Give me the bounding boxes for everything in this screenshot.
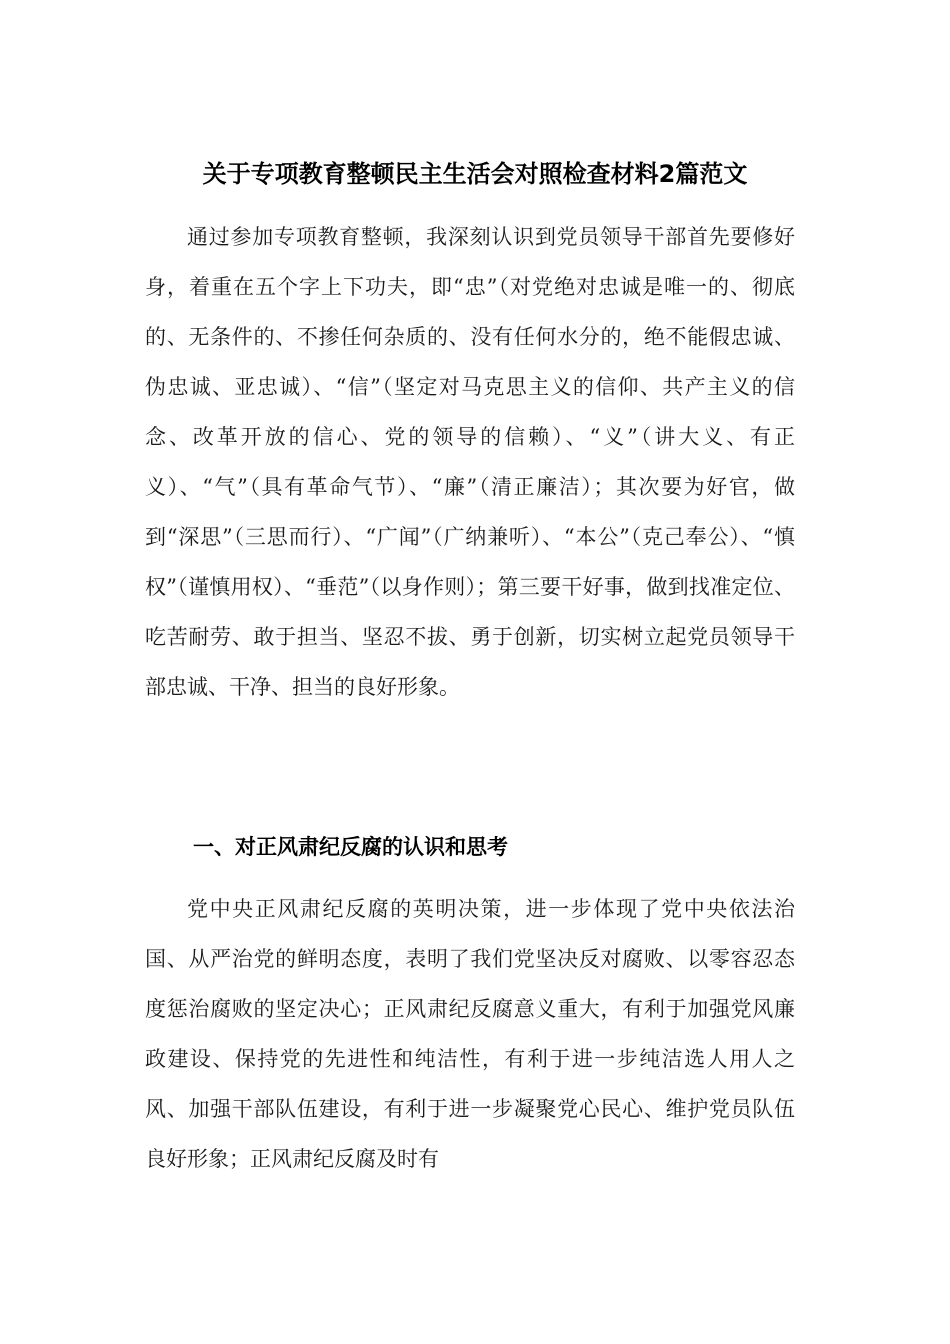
paragraph-intro: 通过参加专项教育整顿，我深刻认识到党员领导干部首先要修好身，着重在五个字上下功夫，即“忠”（对党绝对忠诚是唯一的、彻底的、无条件的、不掺任何杂质的、没有任何水分的，绝不能假忠诚、伪忠诚、亚忠诚）、“信”（坚定对马克思主义的信仰、共产主义的信念、改革开放的信心、党的领导的信赖）、“义”（讲大义、有正义）、“气”（具有革命气节）、“廉”（清正廉洁）；其次要为好官，做到“深思”（三思而行）、“广闻”（广纳兼听）、“本公”（克己奉公）、“慎权”（谨慎用权）、“垂范”（以身作则）；第三要干好事，做到找准定位、吃苦耐劳、敢于担当、坚忍不拔、勇于创新，切实树立起党员领导干部忠诚、干净、担当的良好形象。 (145, 225, 795, 699)
section-heading: 一、对正风肃纪反腐的认识和思考 (193, 835, 508, 859)
paragraph-section-1: 党中央正风肃纪反腐的英明决策，进一步体现了党中央依法治国、从严治党的鲜明态度，表明了我们党坚决反对腐败、以零容忍态度惩治腐败的坚定决心；正风肃纪反腐意义重大，有利于加强党风廉政建设、保持党的先进性和纯洁性，有利于进一步纯洁选人用人之风、加强干部队伍建设，有利于进一步凝聚党心民心、维护党员队伍良好形象；正风肃纪反腐及时有 (145, 897, 795, 1171)
document-title: 关于专项教育整顿民主生活会对照检查材料2篇范文 (202, 160, 748, 188)
